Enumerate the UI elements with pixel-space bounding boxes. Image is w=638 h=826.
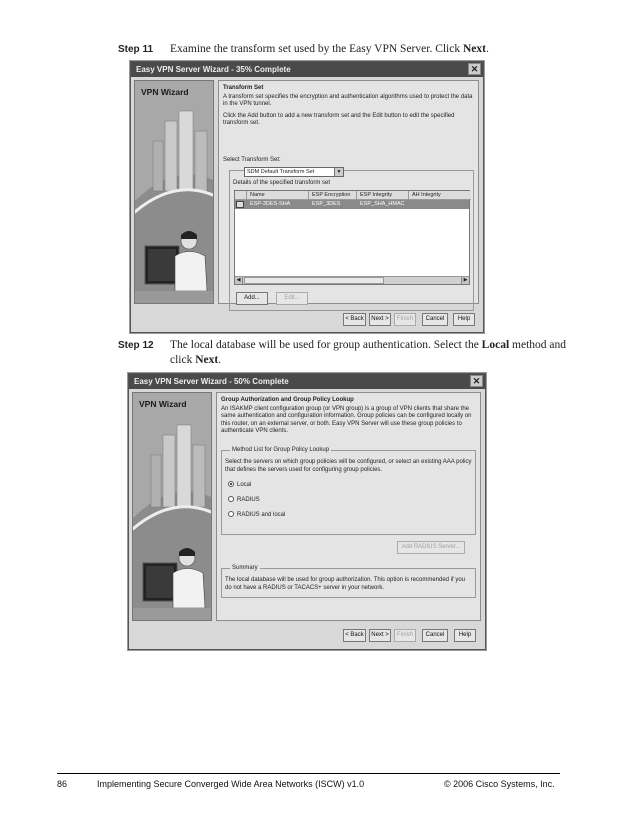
transform-set-select[interactable]: SDM Default Transform Set ▼	[244, 167, 344, 177]
step-11-next-bold: Next	[462, 43, 486, 55]
summary-text: The local database will be used for group authorization. This option is recommended if you do not have a RADIUS or TACACS+ server in your network.	[225, 577, 466, 591]
group-policy-description: An ISAKMP client configuration group (or VPN group) is a group of VPN clients that share the same authentication and configuration information. Group policies can be configured locally on this router, on an external server, or both. Easy VPN Server will use these group policies to authenticate VPN clients.	[221, 405, 472, 434]
page-title: Transform Set	[223, 85, 264, 91]
help-button[interactable]: Help	[454, 629, 476, 642]
radio-selected-icon	[228, 481, 234, 487]
column-header-icon	[235, 191, 247, 200]
add-edit-instructions: Click the Add button to add a new transform set and the Edit button to edit the specified transform set.	[223, 112, 455, 126]
step-12-label: Step 12	[118, 340, 154, 351]
add-radius-server-button[interactable]: Add RADIUS Server...	[397, 541, 465, 554]
footer-rule	[57, 773, 560, 774]
method-list-title: Method List for Group Policy Lookup	[232, 447, 330, 453]
column-header-esp-integrity: ESP Integrity	[357, 191, 409, 200]
transform-set-groupbox	[229, 170, 474, 311]
dialog-title-bar: Easy VPN Server Wizard - 35% Complete	[131, 62, 483, 77]
wizard-sidebar-image	[132, 392, 212, 621]
step-11-label: Step 11	[118, 44, 154, 55]
book-title: Implementing Secure Converged Wide Area Networks (ISCW) v1.0	[97, 779, 365, 789]
horizontal-scrollbar[interactable]	[235, 276, 469, 284]
edit-transform-set-button[interactable]: Edit...	[276, 292, 308, 305]
wizard-button-bar	[131, 306, 483, 332]
copyright: © 2006 Cisco Systems, Inc.	[444, 779, 555, 789]
summary-groupbox	[221, 565, 476, 598]
select-transform-set-label: Select Transform Set:	[223, 157, 281, 163]
page-title: Group Authorization and Group Policy Lookup	[221, 397, 354, 403]
dialog-title-bar: Easy VPN Server Wizard - 50% Complete	[129, 374, 485, 389]
wizard-button-bar	[129, 623, 485, 649]
vpn-wizard-illustration	[135, 81, 214, 304]
radio-unselected-icon	[228, 511, 234, 517]
summary-title: Summary	[232, 565, 258, 571]
vpn-wizard-label: VPN Wizard	[141, 87, 189, 97]
step-12-next-bold: Next	[195, 354, 219, 366]
radio-local[interactable]: Local	[228, 481, 251, 489]
easy-vpn-wizard-dialog-group-authorization	[128, 373, 486, 650]
transform-set-details-table	[234, 190, 470, 285]
wizard-content-panel	[216, 392, 481, 621]
radio-unselected-icon	[228, 496, 234, 502]
back-button[interactable]: < Back	[343, 313, 366, 326]
radio-radius[interactable]: RADIUS	[228, 496, 260, 504]
finish-button[interactable]: Finish	[394, 313, 416, 326]
method-list-groupbox	[221, 447, 476, 535]
scroll-thumb[interactable]	[244, 277, 384, 284]
wizard-content-panel	[218, 80, 479, 304]
radio-radius-and-local[interactable]: RADIUS and local	[228, 511, 285, 519]
add-transform-set-button[interactable]: Add...	[236, 292, 268, 305]
scroll-left-icon[interactable]: ◀	[235, 277, 243, 284]
wizard-sidebar-image	[134, 80, 214, 304]
method-list-description: Select the servers on which group policies will be configured, or select an existing AAA policy that defines the servers used for configuring group policies.	[225, 459, 472, 473]
transform-set-icon	[236, 201, 244, 208]
step-12-local-bold: Local	[481, 339, 510, 351]
vpn-wizard-illustration	[133, 393, 212, 621]
cancel-button[interactable]: Cancel	[422, 629, 448, 642]
next-button[interactable]: Next >	[369, 629, 391, 642]
column-header-name: Name	[247, 191, 309, 200]
transform-set-description: A transform set specifies the encryption and authentication algorithms used to protect the data in the VPN tunnel.	[223, 93, 473, 107]
close-icon[interactable]: ✕	[468, 63, 481, 75]
step-12-text: The local database will be used for group authentication. Select the Local method and click Next.	[170, 339, 567, 366]
back-button[interactable]: < Back	[343, 629, 366, 642]
easy-vpn-wizard-dialog-transform-set	[130, 61, 484, 333]
close-icon[interactable]: ✕	[470, 375, 483, 387]
scroll-right-icon[interactable]: ▶	[461, 277, 469, 284]
chevron-down-icon: ▼	[334, 168, 343, 176]
column-header-ah-integrity: AH Integrity	[409, 191, 471, 200]
vpn-wizard-label: VPN Wizard	[139, 399, 187, 409]
cancel-button[interactable]: Cancel	[422, 313, 448, 326]
page-number: 86	[57, 779, 68, 789]
table-row[interactable]: ESP-3DES-SHA ESP_3DES ESP_SHA_HMAC	[235, 200, 469, 209]
finish-button[interactable]: Finish	[394, 629, 416, 642]
help-button[interactable]: Help	[453, 313, 475, 326]
details-label: Details of the specified transform set	[233, 180, 331, 186]
step-11-text: Examine the transform set used by the Easy VPN Server. Click Next.	[170, 43, 489, 55]
column-header-esp-encryption: ESP Encryption	[309, 191, 357, 200]
next-button[interactable]: Next >	[369, 313, 391, 326]
